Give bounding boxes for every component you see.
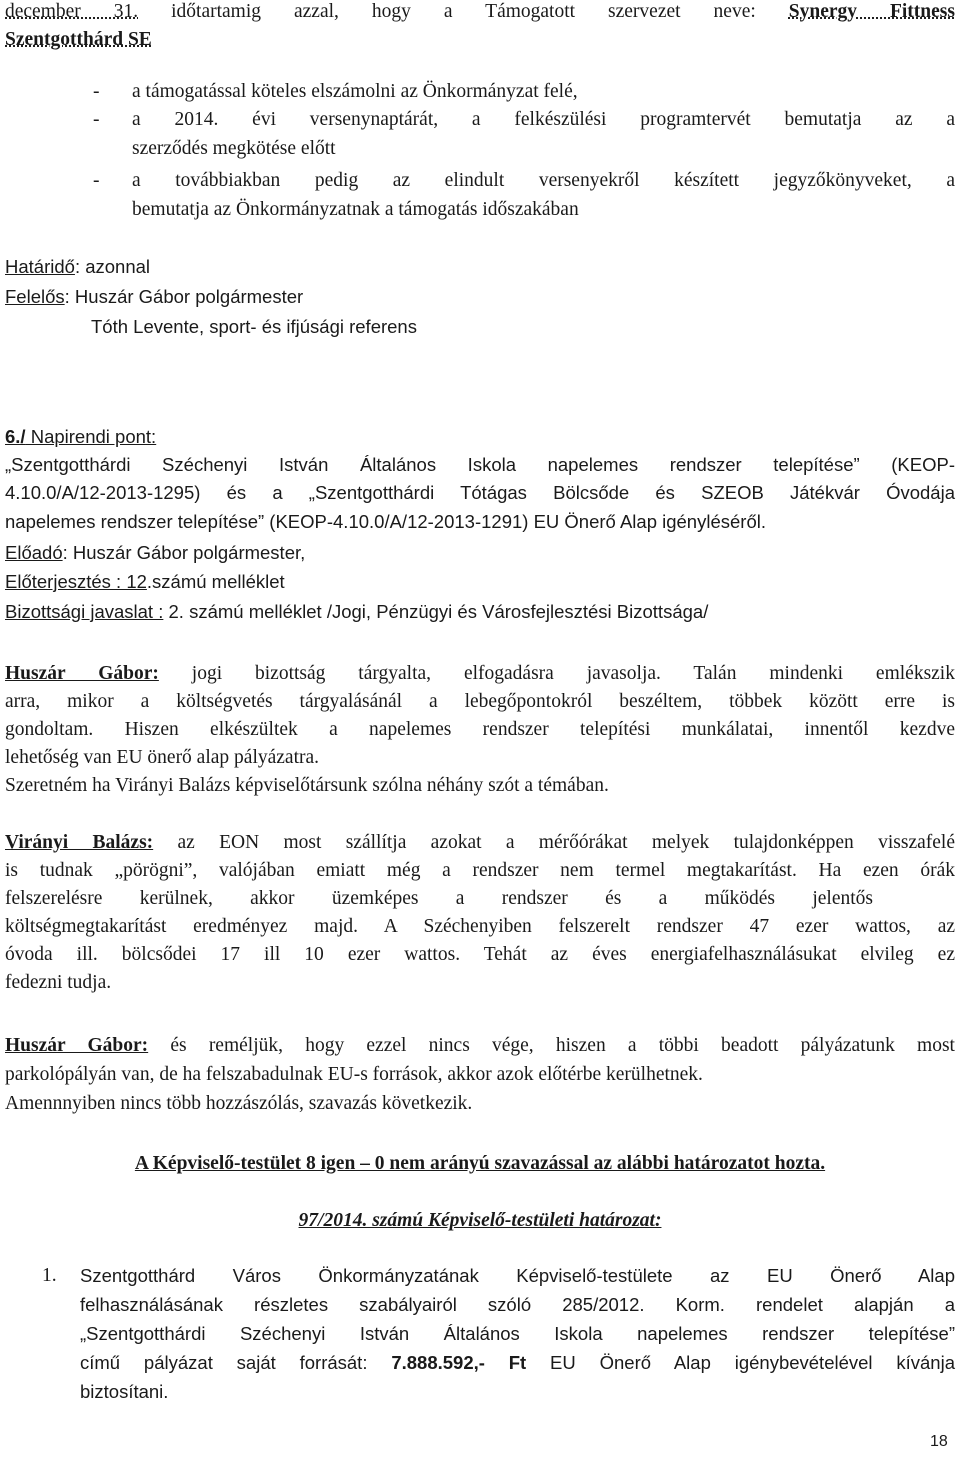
speech-2-line: is tudnak „pörögni”, valójában emiatt még a rendszer nem termel megtakarítást. Ha ezen órák [5,860,955,881]
speech-1-line: Szeretném ha Virányi Balázs képviselőtársunk szólna néhány szót a témában. [5,775,609,796]
condition-text: a 2014. évi versenynaptárát, a felkészülési programtervét bemutatja az a [132,109,955,130]
speech-text: és reméljük, hogy ezzel nincs vége, hiszen a többi beadott pályázatunk most [148,1035,955,1056]
committee-value: 2. számú melléklet /Jogi, Pénzügyi és Városfejlesztési Bizottsága/ [163,601,709,622]
speech-1-line [5,662,955,686]
deadline-label: Határidő [5,256,75,277]
responsible-second [91,315,417,339]
resolution-amount: 7.888.592,- Ft [391,1352,527,1373]
speech-2-line: költségmegtakarítást eredményez majd. A Széchenyiben felszerelt rendszer 47 ezer wattos, az [5,916,955,937]
agenda-title-line: „Szentgotthárdi Széchenyi István Általános Iskola napelemes rendszer telepítése” (KEOP- [5,454,955,475]
speech-text: az EON most szállítja azokat a mérőórákat melyek tulajdonképpen visszafelé [153,832,955,853]
resolution-text: EU Önerő Alap igénybevételével kívánja [526,1352,955,1373]
resolution-text: című pályázat saját forrását: [80,1352,392,1373]
submission-label: Előterjesztés : 12 [5,571,147,592]
presenter-label: Előadó [5,542,63,563]
resolution-line: felhasználásának részletes szabályairól szóló 285/2012. Korm. rendelet alapján a [80,1294,955,1315]
intro-text: időtartamig azzal, hogy a Támogatott szervezet neve: [138,1,789,22]
agenda-number: 6./ [5,426,26,447]
speech-1-line: gondoltam. Hiszen elkészültek a napelemes rendszer telepítési munkálatai, innentől kezdve [5,719,955,740]
speech-1-line: lehetőség van EU önerő alap pályázatra. [5,747,320,768]
resolution-line: „Szentgotthárdi Széchenyi István Általános Iskola napelemes rendszer telepítése” [80,1323,955,1344]
speech-3-line: parkolópályán van, de ha felszabadulnak EU-s források, akkor azok előtérbe kerülhetnek. [5,1064,703,1085]
speaker-name: Huszár Gábor: [5,663,159,684]
condition-text: a továbbiakban pedig az elindult versenyekről készített jegyzőkönyveket, a [132,170,955,191]
speech-text: jogi bizottság tárgyalta, elfogadásra javasolja. Talán mindenki emlékszik [158,663,955,684]
responsible-second-value: Tóth Levente, sport- és ifjúsági referens [91,316,417,337]
intro-line-2 [5,28,152,52]
presenter [5,541,305,565]
agenda-heading-text: Napirendi pont: [25,426,157,447]
speech-2-line: óvoda ill. bölcsődei 17 ill 10 ezer wattos. Tehát az éves energiafelhasználásukat elvileg ez [5,944,955,965]
submission-value: .számú melléklet [146,571,285,592]
agenda-title-line: 4.10.0/A/12-2013-1295) és a „Szentgotthárdi Tótágas Bölcsőde és SZEOB Játékvár Óvodája [5,482,955,503]
presenter-value: : Huszár Gábor polgármester, [62,542,306,563]
speaker-name: Virányi Balázs: [5,832,154,853]
intro-date: december 31. [5,1,139,22]
intro-line-1 [5,0,955,24]
resolution-line: biztosítani. [80,1381,169,1402]
speaker-name: Huszár Gábor: [5,1035,149,1056]
deadline [5,255,150,279]
speech-3-line [5,1034,955,1058]
speech-2-line: fedezni tudja. [5,972,112,993]
condition-dash: - [93,170,100,191]
resolution-line: Szentgotthárd Város Önkormányzatának Képviselő-testülete az EU Önerő Alap [80,1265,955,1286]
resolution-line [80,1351,955,1375]
committee [5,600,708,624]
responsible [5,285,303,309]
speech-2-line [5,831,955,855]
condition-text: a támogatással köteles elszámolni az Önkormányzat felé, [132,81,578,102]
responsible-label: Felelős [5,286,65,307]
responsible-value: : Huszár Gábor polgármester [64,286,304,307]
speech-3-line: Amennnyiben nincs több hozzászólás, szavazás következik. [5,1093,473,1114]
intro-org-name: Synergy Fittness [788,1,955,22]
deadline-value: : azonnal [74,256,151,277]
page-number: 18 [930,1433,948,1450]
resolution-item-number: 1. [42,1265,57,1286]
submission [5,570,285,594]
speech-2-line: felszerelésre kerülnek, akkor üzemképes a rendszer és a működés jelentős [5,888,873,909]
condition-dash: - [93,109,100,130]
condition-text-cont: bemutatja az Önkormányzatnak a támogatás időszakában [132,199,579,220]
condition-text-cont: szerződés megkötése előtt [132,138,336,159]
condition-dash: - [93,81,100,102]
agenda-title-line: napelemes rendszer telepítése” (KEOP-4.10.0/A/12-2013-1291) EU Önerő Alap igényléséről. [5,511,766,532]
agenda-heading [5,425,156,449]
intro-org-name-2: Szentgotthárd SE [5,29,152,50]
resolution-title: 97/2014. számú Képviselő-testületi határozat: [298,1210,662,1231]
committee-label: Bizottsági javaslat : [5,601,164,622]
vote-result: A Képviselő-testület 8 igen – 0 nem arányú szavazással az alábbi határozatot hozta. [134,1153,826,1174]
speech-1-line: arra, mikor a költségvetés tárgyalásánál a lebegőpontokról beszéltem, többek között erre is [5,691,955,712]
